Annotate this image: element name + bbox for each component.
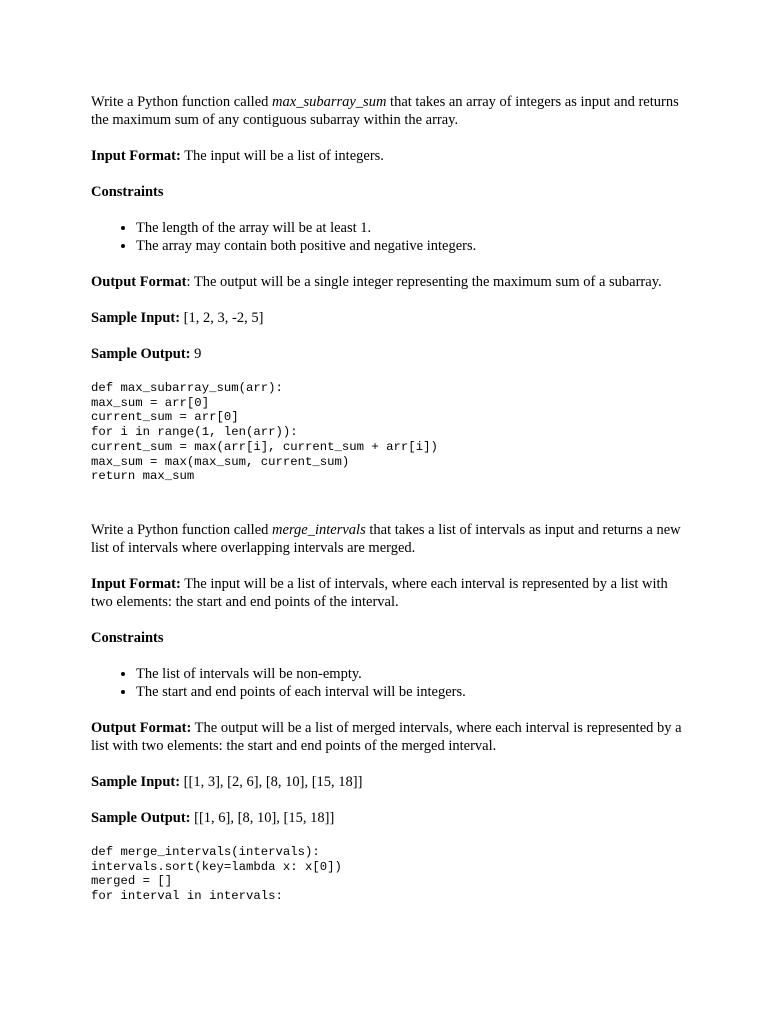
sample-input-label: Sample Input:	[91, 310, 181, 326]
problem-2-input-format	[91, 575, 683, 611]
sample-output-text: [[1, 6], [8, 10], [15, 18]]	[190, 809, 335, 826]
sample-input-label: Sample Input:	[91, 773, 181, 790]
code-line: current_sum = max(arr[i], current_sum + arr[i])	[91, 439, 438, 454]
input-format-label: Input Format:	[91, 148, 181, 164]
sample-output-label: Sample Output:	[91, 346, 191, 362]
function-name: merge_intervals	[272, 521, 366, 538]
document-page	[91, 93, 683, 904]
problem-2-intro	[91, 521, 683, 557]
output-format-label: Output Format:	[91, 719, 192, 736]
code-line: merged = []	[91, 874, 173, 889]
code-line: current_sum = arr[0]	[91, 410, 239, 425]
sample-input-text: [1, 2, 3, -2, 5]	[180, 310, 264, 326]
problem-2-constraints-heading	[91, 629, 683, 647]
constraint-item: • The list of intervals will be non-empty.	[136, 665, 683, 683]
intro-text: that takes an array of integers as input and returns the maximum sum of any contiguous subarray within the array.	[91, 94, 679, 128]
problem-1-sample-input	[91, 309, 683, 327]
code-line: max_sum = max(max_sum, current_sum)	[91, 454, 350, 469]
problem-2-code-block	[91, 845, 683, 904]
code-line: intervals.sort(key=lambda x: x[0])	[91, 859, 342, 874]
constraint-item: • The array may contain both positive and negative integers.	[136, 237, 683, 255]
sample-output-label: Sample Output:	[91, 809, 191, 826]
code-line: max_sum = arr[0]	[91, 395, 210, 410]
output-format-label: Output Format	[91, 274, 187, 290]
problem-1-input-format	[91, 147, 683, 165]
problem-2-output-format	[91, 719, 683, 755]
code-line: for i in range(1, len(arr)):	[91, 425, 298, 440]
problem-1-constraints-heading	[91, 183, 683, 201]
code-line: def max_subarray_sum(arr):	[91, 381, 283, 395]
function-name: max_subarray_sum	[272, 94, 387, 110]
intro-text: Write a Python function called	[91, 94, 273, 110]
problem-1-code-block	[91, 381, 683, 484]
problem-2-constraints-list	[91, 665, 683, 701]
code-line: return max_sum	[91, 469, 195, 484]
intro-text: Write a Python function called	[91, 521, 273, 538]
intro-text: that takes a list of intervals as input and returns a new list of intervals where overlapping intervals are merged.	[91, 521, 681, 556]
constraint-item: • The length of the array will be at least 1.	[136, 219, 683, 237]
input-format-text: The input will be a list of integers.	[180, 148, 384, 164]
constraint-item: • The start and end points of each interval will be integers.	[136, 683, 683, 701]
problem-1-constraints-list	[91, 219, 683, 255]
problem-2-sample-output	[91, 809, 683, 827]
problem-1-sample-output	[91, 345, 683, 363]
sample-output-text: 9	[190, 346, 202, 362]
input-format-label: Input Format:	[91, 575, 181, 592]
problem-2-sample-input	[91, 773, 683, 791]
output-format-text: The output will be a list of merged intervals, where each interval is represented by a list with two elements: the start and end points of the merged interval.	[91, 719, 682, 754]
sample-input-text: [[1, 3], [2, 6], [8, 10], [15, 18]]	[180, 773, 363, 790]
input-format-text: The input will be a list of intervals, where each interval is represented by a list with two elements: the start and end points of the interval.	[91, 575, 668, 610]
constraints-heading: Constraints	[91, 629, 164, 646]
problem-1-intro	[91, 93, 683, 129]
code-line: for interval in intervals:	[91, 889, 283, 904]
output-format-text: : The output will be a single integer representing the maximum sum of a subarray.	[186, 274, 662, 290]
problem-1-output-format	[91, 273, 683, 291]
constraints-heading: Constraints	[91, 184, 164, 200]
code-line: def merge_intervals(intervals):	[91, 844, 320, 859]
